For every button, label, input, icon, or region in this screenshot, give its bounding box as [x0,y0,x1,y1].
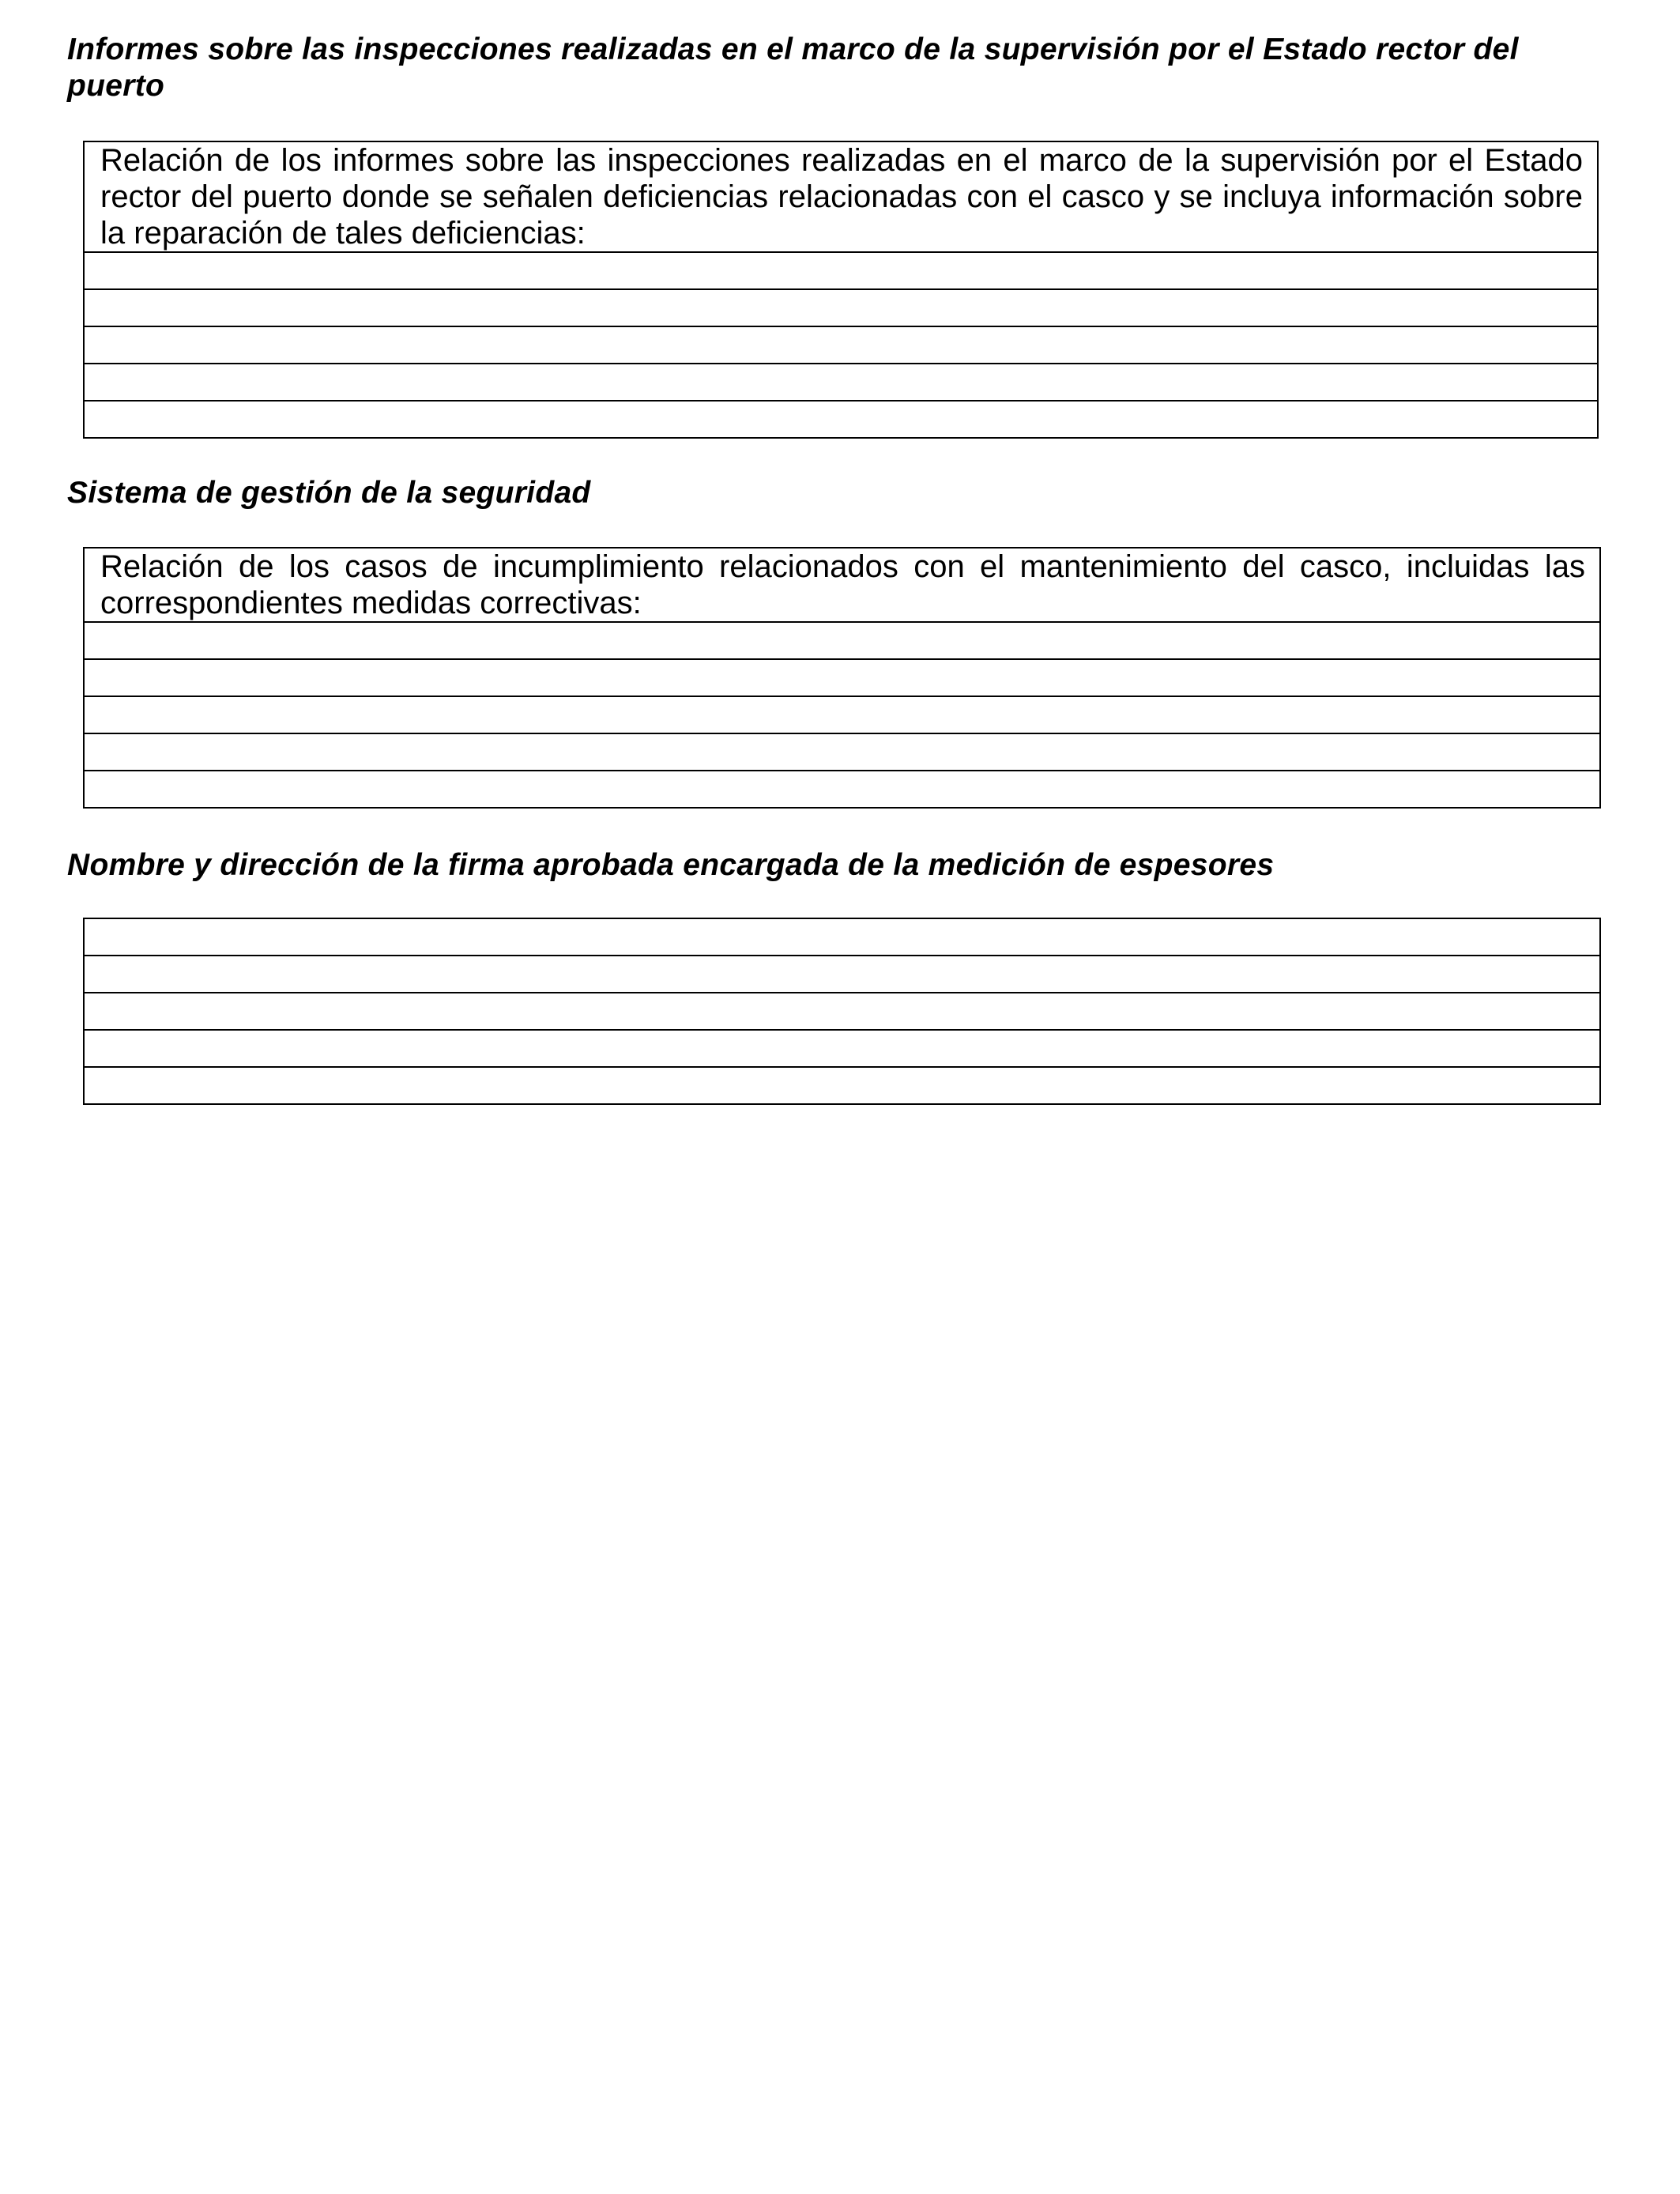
table-row [84,364,1598,401]
blank-entry-row[interactable] [84,289,1598,326]
safety-management-table [83,547,1601,809]
thickness-firm-table [83,918,1601,1105]
table-row [84,622,1600,659]
blank-entry-row[interactable] [84,252,1598,289]
table-row [84,956,1600,993]
section-heading-safety-management: Sistema de gestión de la seguridad [67,476,591,510]
table-row [84,993,1600,1030]
table-row [84,141,1598,252]
blank-entry-row[interactable] [84,696,1600,733]
table-row [84,733,1600,771]
blank-entry-row[interactable] [84,659,1600,696]
table-row [84,696,1600,733]
table-row [84,289,1598,326]
blank-entry-row[interactable] [84,733,1600,771]
table-row [84,1067,1600,1104]
blank-entry-row[interactable] [84,956,1600,993]
table-row [84,659,1600,696]
table-row [84,401,1598,438]
table-row [84,771,1600,808]
table-row [84,252,1598,289]
table-row [84,326,1598,364]
section-heading-psc-inspections: Informes sobre las inspecciones realizadas en el marco de la supervisión por el Estado rector del puerto [67,32,1519,103]
table-row [84,548,1600,622]
blank-entry-row[interactable] [84,401,1598,438]
blank-entry-row[interactable] [84,364,1598,401]
blank-entry-row[interactable] [84,1067,1600,1104]
psc-inspections-table [83,141,1599,439]
blank-entry-row[interactable] [84,993,1600,1030]
blank-entry-row[interactable] [84,326,1598,364]
blank-entry-row[interactable] [84,918,1600,956]
table-row [84,918,1600,956]
table-row [84,1030,1600,1067]
psc-inspections-instructions: Relación de los informes sobre las inspecciones realizadas en el marco de la supervisión por el Estado rector del puerto donde se señalen deficiencias relacionadas con el casco y se incluya información sobre la reparación de tales deficiencias: [84,141,1598,252]
section-heading-thickness-firm: Nombre y dirección de la firma aprobada encargada de la medición de espesores [67,848,1275,882]
blank-entry-row[interactable] [84,771,1600,808]
safety-management-instructions: Relación de los casos de incumplimiento relacionados con el mantenimiento del casco, incluidas las correspondientes medidas correctivas: [84,548,1600,622]
blank-entry-row[interactable] [84,1030,1600,1067]
blank-entry-row[interactable] [84,622,1600,659]
